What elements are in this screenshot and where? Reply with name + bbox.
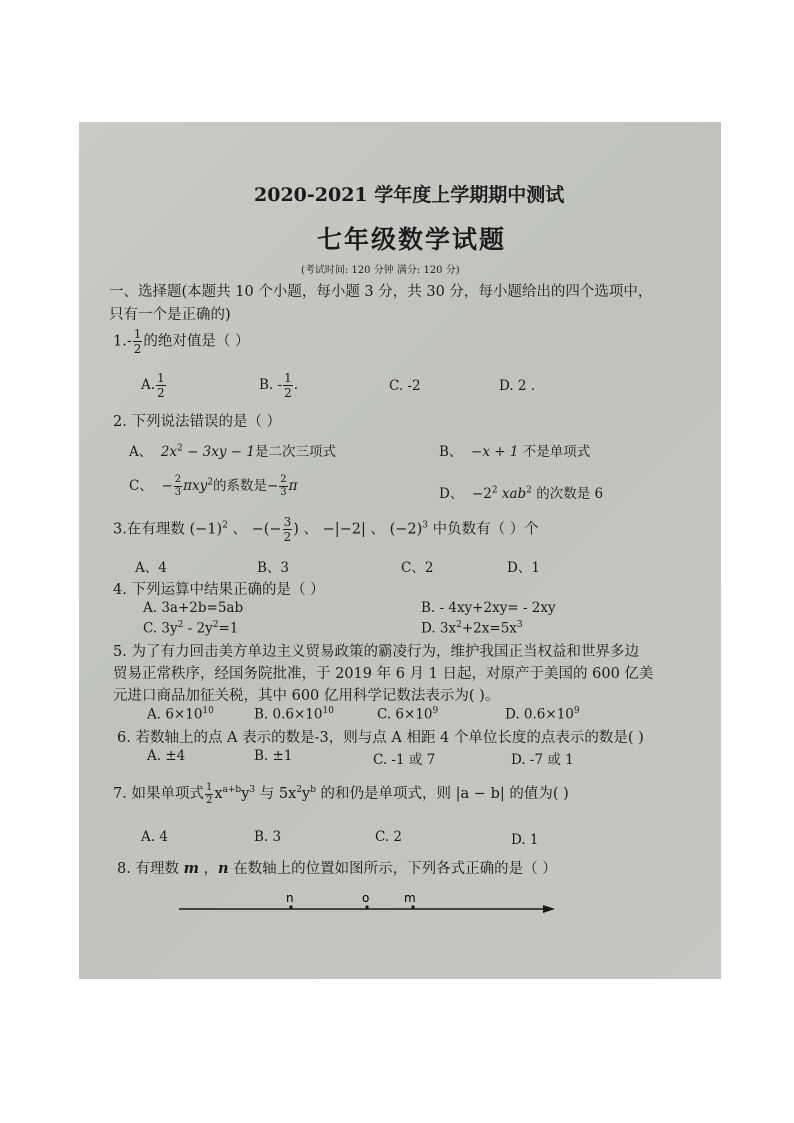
question-4-option-c: C. $3y^2 - 2y^2=1$ bbox=[143, 620, 239, 637]
question-3-option-a: A、4 bbox=[135, 560, 167, 576]
question-3-stem: 3.在有理数 $(-1)^2$ 、 −(− $\frac{3}{2}$ ) 、 −|−2| 、 $(-2)^3$ 中负数有（ ）个 bbox=[113, 515, 539, 544]
question-4-stem: 4. 下列运算中结果正确的是（ ） bbox=[113, 582, 325, 598]
question-5-option-c: C. $6\times 10^9$ bbox=[377, 706, 439, 723]
question-7-option-b: B. 3 bbox=[254, 829, 282, 845]
point-n bbox=[289, 905, 292, 908]
label-m: m bbox=[404, 891, 416, 905]
question-7-stem: 7. 如果单项式 $\frac{1}{2}$ $x^{a+b}y^3$ 与 $5x^2y^b$ 的和仍是单项式，则 |a − b| 的值为( ) bbox=[113, 781, 569, 806]
question-3-option-b: B、3 bbox=[257, 560, 290, 576]
number-line-arrow bbox=[543, 905, 555, 913]
exam-title: 2020-2021 学年度上学期期中测试 bbox=[254, 184, 565, 206]
question-2-stem: 2. 下列说法错误的是（ ） bbox=[113, 414, 282, 430]
point-m bbox=[411, 905, 414, 908]
fraction: $\frac{1}{2}$ bbox=[157, 371, 165, 400]
exam-paper bbox=[79, 122, 721, 979]
fraction: $\frac{3}{2}$ bbox=[283, 515, 292, 544]
question-2-option-d: D、 $-2^2$ xab$^2$ 的次数是 6 bbox=[439, 485, 604, 502]
fraction: $\frac{2}{3}$ bbox=[174, 474, 182, 498]
fraction: $\frac{1}{2}$ bbox=[284, 371, 292, 400]
question-5-line2: 贸易正常秩序，经国务院批准，于 2019 年 6 月 1 日起，对原产于美国的 600 亿美 bbox=[113, 666, 654, 682]
question-5-option-b: B. $0.6\times 10^{10}$ bbox=[254, 706, 334, 723]
fraction: $\frac{1}{2}$ bbox=[133, 327, 142, 356]
fraction: $\frac{1}{2}$ bbox=[205, 781, 213, 806]
question-5-option-d: D. $0.6\times 10^9$ bbox=[505, 706, 580, 723]
question-6-option-d: D. -7 或 1 bbox=[511, 752, 574, 768]
question-7-option-c: C. 2 bbox=[375, 829, 403, 845]
question-1-option-b: B. - $\frac{1}{2}$ . bbox=[259, 371, 299, 400]
fraction: $\frac{2}{3}$ bbox=[280, 474, 287, 498]
question-6-option-c: C. -1 或 7 bbox=[373, 752, 436, 768]
question-6-option-a: A. ±4 bbox=[147, 748, 186, 764]
section-heading-line2: 只有一个是正确的) bbox=[109, 307, 231, 323]
question-5-line3: 元进口商品加征关税，其中 600 亿用科学记数法表示为( )。 bbox=[113, 688, 500, 704]
question-8-stem: 8. 有理数 m ，n 在数轴上的位置如图所示，下列各式正确的是（ ） bbox=[117, 860, 557, 877]
question-1-option-a: A. $\frac{1}{2}$ bbox=[141, 371, 165, 400]
label-n: n bbox=[286, 891, 294, 905]
question-5-option-a: A. $6\times 10^{10}$ bbox=[147, 706, 214, 723]
question-1-option-c: C. -2 bbox=[389, 378, 421, 394]
question-1-option-d: D. 2 . bbox=[499, 378, 536, 394]
exam-info: (考试时间: 120 分钟 满分: 120 分) bbox=[301, 265, 460, 276]
exam-subtitle: 七年级数学试题 bbox=[317, 225, 507, 254]
number-line-diagram bbox=[79, 887, 721, 927]
question-7-option-a: A. 4 bbox=[141, 829, 168, 845]
question-4-option-d: D. $3x^2+2x=5x^3$ bbox=[421, 620, 523, 637]
question-2-option-c: C、 − $\frac{2}{3}$ πxy$^2$的系数是− $\frac{2}{3}$ π bbox=[129, 474, 298, 498]
question-1-stem: 1.- $\frac{1}{2}$ 的绝对值是（ ） bbox=[113, 327, 250, 356]
section-heading-line1: 一、选择题(本题共 10 个小题，每小题 3 分，共 30 分，每小题给出的四个选项中， bbox=[109, 284, 653, 300]
question-4-option-b: B. - 4xy+2xy= - 2xy bbox=[421, 600, 556, 616]
question-2-option-b: B、 −x + 1 不是单项式 bbox=[439, 444, 591, 460]
question-3-option-c: C、2 bbox=[401, 560, 434, 576]
point-o bbox=[365, 905, 368, 908]
question-3-option-d: D、1 bbox=[507, 560, 540, 576]
question-6-option-b: B. ±1 bbox=[254, 748, 293, 764]
label-o: o bbox=[362, 891, 370, 905]
question-5-line1: 5. 为了有力回击美方单边主义贸易政策的霸凌行为，维护我国正当权益和世界多边 bbox=[113, 644, 639, 660]
question-2-option-a: A、 $2x^2 - 3xy - 1$是二次三项式 bbox=[129, 443, 336, 460]
question-4-option-a: A. 3a+2b=5ab bbox=[143, 600, 244, 616]
question-7-option-d: D. 1 bbox=[511, 832, 539, 848]
question-6-stem: 6. 若数轴上的点 A 表示的数是-3，则与点 A 相距 4 个单位长度的点表示的数是( ) bbox=[117, 730, 644, 746]
